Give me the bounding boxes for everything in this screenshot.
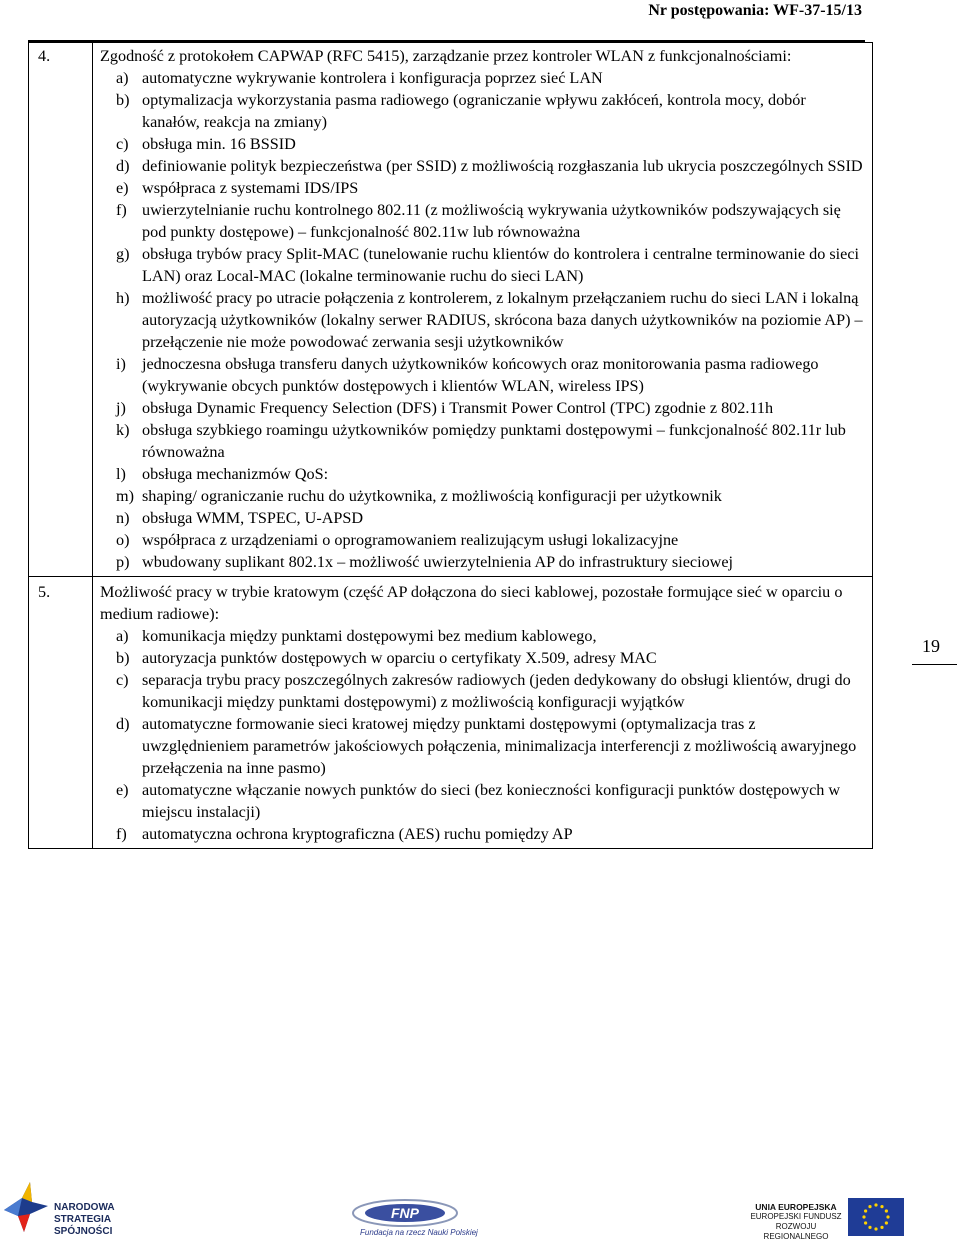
table-row <box>29 43 873 577</box>
list-item <box>100 551 866 573</box>
fnp-logo-mark: FNP <box>391 1205 419 1221</box>
eu-star-icon <box>864 1209 867 1212</box>
list-item <box>100 823 866 845</box>
list-item <box>100 713 866 779</box>
list-item-text: definiowanie polityk bezpieczeństwa (per SSID) z możliwością rozgłaszania lub ukrycia poszczególnych SSID <box>142 157 863 175</box>
list-item-label: g) <box>116 245 130 263</box>
table-row <box>29 577 873 849</box>
list-item-label: e) <box>116 179 129 197</box>
list-item-label: k) <box>116 421 130 439</box>
page-number-rule <box>912 664 957 665</box>
list-item-label: f) <box>116 201 127 219</box>
page-number: 19 <box>922 636 940 656</box>
list-item-label: i) <box>116 355 126 373</box>
requirement-list <box>100 67 866 573</box>
list-item-label: m) <box>116 487 134 505</box>
list-item-text: obsługa min. 16 BSSID <box>142 135 296 153</box>
list-item-text: komunikacja między punktami dostępowymi bez medium kablowego, <box>142 627 597 645</box>
list-item-label: j) <box>116 399 126 417</box>
list-item <box>100 397 866 419</box>
list-item-text: automatyczne formowanie sieci kratowej między punktami dostępowymi (optymalizacja tras z uwzględnieniem parametrów jakościowych połączenia, minimalizacja interferencji z możliwością awaryjnego przełączenia na inne pasmo) <box>142 715 857 777</box>
fnp-logo <box>350 1198 530 1244</box>
list-item-label: h) <box>116 289 130 307</box>
list-item-label: c) <box>116 135 129 153</box>
list-item-text: separacja trybu pracy poszczególnych zakresów radiowych (jeden dedykowany do obsługi klientów, drugi do komunikacji między punktami dostępowymi) z możliwością konfiguracji wyjątków <box>142 671 851 711</box>
list-item-text: obsługa szybkiego roamingu użytkowników pomiędzy punktami dostępowymi – funkcjonalność 802.11r lub równoważna <box>142 421 846 461</box>
row-number: 4. <box>29 43 93 577</box>
list-item <box>100 155 866 177</box>
eu-star-icon <box>868 1205 871 1208</box>
list-item-text: obsługa WMM, TSPEC, U-APSD <box>142 509 364 527</box>
eu-star-icon <box>874 1203 877 1206</box>
list-item <box>100 287 866 353</box>
eu-star-icon <box>862 1215 865 1218</box>
eu-logo-line: ROZWOJU REGIONALNEGO <box>763 1222 829 1241</box>
list-item <box>100 669 866 713</box>
eu-star-icon <box>880 1205 883 1208</box>
list-item-text: automatyczna ochrona kryptograficzna (AES) ruchu pomiędzy AP <box>142 825 573 843</box>
footer-logos <box>0 1170 960 1249</box>
row-content <box>93 577 873 849</box>
row-content <box>93 43 873 577</box>
list-item-label: b) <box>116 649 130 667</box>
eu-star-icon <box>885 1209 888 1212</box>
list-item-text: automatyczne włączanie nowych punktów do sieci (bez konieczności konfiguracji punktów dostępowych w miejscu instalacji) <box>142 781 841 821</box>
eu-star-icon <box>885 1221 888 1224</box>
list-item-text: jednoczesna obsługa transferu danych użytkowników końcowych oraz monitorowania pasma radiowego (wykrywanie obcych punktów dostępowych i klientów WLAN, wireless IPS) <box>142 355 819 395</box>
fnp-logo-subtitle: Fundacja na rzecz Nauki Polskiej <box>360 1228 478 1237</box>
list-item-text: obsługa Dynamic Frequency Selection (DFS) i Transmit Power Control (TPC) zgodnie z 802.11h <box>142 399 774 417</box>
eu-star-icon <box>864 1221 867 1224</box>
list-item <box>100 419 866 463</box>
list-item-label: p) <box>116 553 130 571</box>
eu-flag-icon <box>848 1198 904 1236</box>
row-intro: Możliwość pracy w trybie kratowym (część AP dołączona do sieci kablowej, pozostałe formujące sieć w oparciu o medium radiowe): <box>100 583 843 623</box>
specification-table <box>28 42 873 849</box>
eu-star-icon <box>868 1226 871 1229</box>
list-item-label: d) <box>116 715 130 733</box>
list-item <box>100 507 866 529</box>
list-item-label: a) <box>116 69 129 87</box>
list-item-text: możliwość pracy po utracie połączenia z kontrolerem, z lokalnym przełączaniem ruchu do sieci LAN i lokalną autoryzacją użytkowników (lokalny serwer RADIUS, skrócona baza danych użytkowników na poziomie AP) – przełączenie nie może powodować zerwania sesji użytkowników <box>142 289 863 351</box>
eu-logo-line: UNIA EUROPEJSKA <box>755 1202 837 1212</box>
list-item-label: l) <box>116 465 126 483</box>
list-item-text: shaping/ ograniczanie ruchu do użytkownika, z możliwością konfiguracji per użytkownik <box>142 487 722 505</box>
list-item <box>100 89 866 133</box>
list-item <box>100 67 866 89</box>
row-intro: Zgodność z protokołem CAPWAP (RFC 5415), zarządzanie przez kontroler WLAN z funkcjonalnościami: <box>100 47 792 65</box>
list-item <box>100 529 866 551</box>
list-item-text: automatyczne wykrywanie kontrolera i konfiguracja poprzez sieć LAN <box>142 69 603 87</box>
document-header: Nr postępowania: WF-37-15/13 <box>648 2 862 19</box>
list-item <box>100 647 866 669</box>
ns-logo-line: STRATEGIA SPÓJNOŚCI <box>54 1214 113 1237</box>
list-item-text: obsługa trybów pracy Split-MAC (tunelowanie ruchu klientów do kontrolera i centralne terminowanie do sieci LAN) oraz Local-MAC (lokalne terminowanie ruchu do sieci LAN) <box>142 245 860 285</box>
unia-europejska-logo <box>748 1198 908 1242</box>
list-item <box>100 485 866 507</box>
list-item-text: wbudowany suplikant 802.1x – możliwość uwierzytelnienia AP do infrastruktury sieciowej <box>142 553 734 571</box>
list-item <box>100 779 866 823</box>
list-item-text: optymalizacja wykorzystania pasma radiowego (ograniczanie wpływu zakłóceń, kontrola mocy, dobór kanałów, reakcja na zmiany) <box>142 91 806 131</box>
requirement-list <box>100 625 866 845</box>
list-item-label: b) <box>116 91 130 109</box>
list-item-label: f) <box>116 825 127 843</box>
list-item <box>100 353 866 397</box>
eu-star-icon <box>874 1227 877 1230</box>
list-item-label: c) <box>116 671 129 689</box>
eu-star-icon <box>886 1215 889 1218</box>
list-item-label: n) <box>116 509 130 527</box>
ns-logo-line: NARODOWA <box>54 1202 115 1213</box>
list-item-label: a) <box>116 627 129 645</box>
list-item <box>100 243 866 287</box>
list-item-text: uwierzytelnianie ruchu kontrolnego 802.11 (z możliwością wykrywania użytkowników podszywających się pod punkty dostępowe) – funkcjonalność 802.11w lub równoważna <box>142 201 841 241</box>
narodowa-strategia-spojnosci-logo <box>4 1176 164 1244</box>
list-item-text: współpraca z urządzeniami o oprogramowaniem realizującym usługi lokalizacyjne <box>142 531 679 549</box>
list-item-text: obsługa mechanizmów QoS: <box>142 465 329 483</box>
list-item <box>100 625 866 647</box>
list-item-text: współpraca z systemami IDS/IPS <box>142 179 359 197</box>
list-item-label: d) <box>116 157 130 175</box>
row-number: 5. <box>29 577 93 849</box>
ns-star-icon <box>4 1176 48 1240</box>
list-item-label: o) <box>116 531 130 549</box>
list-item <box>100 199 866 243</box>
list-item <box>100 133 866 155</box>
list-item-label: e) <box>116 781 129 799</box>
list-item <box>100 177 866 199</box>
list-item <box>100 463 866 485</box>
eu-logo-line: EUROPEJSKI FUNDUSZ <box>750 1212 842 1221</box>
list-item-text: autoryzacja punktów dostępowych w oparciu o certyfikaty X.509, adresy MAC <box>142 649 657 667</box>
eu-star-icon <box>880 1226 883 1229</box>
